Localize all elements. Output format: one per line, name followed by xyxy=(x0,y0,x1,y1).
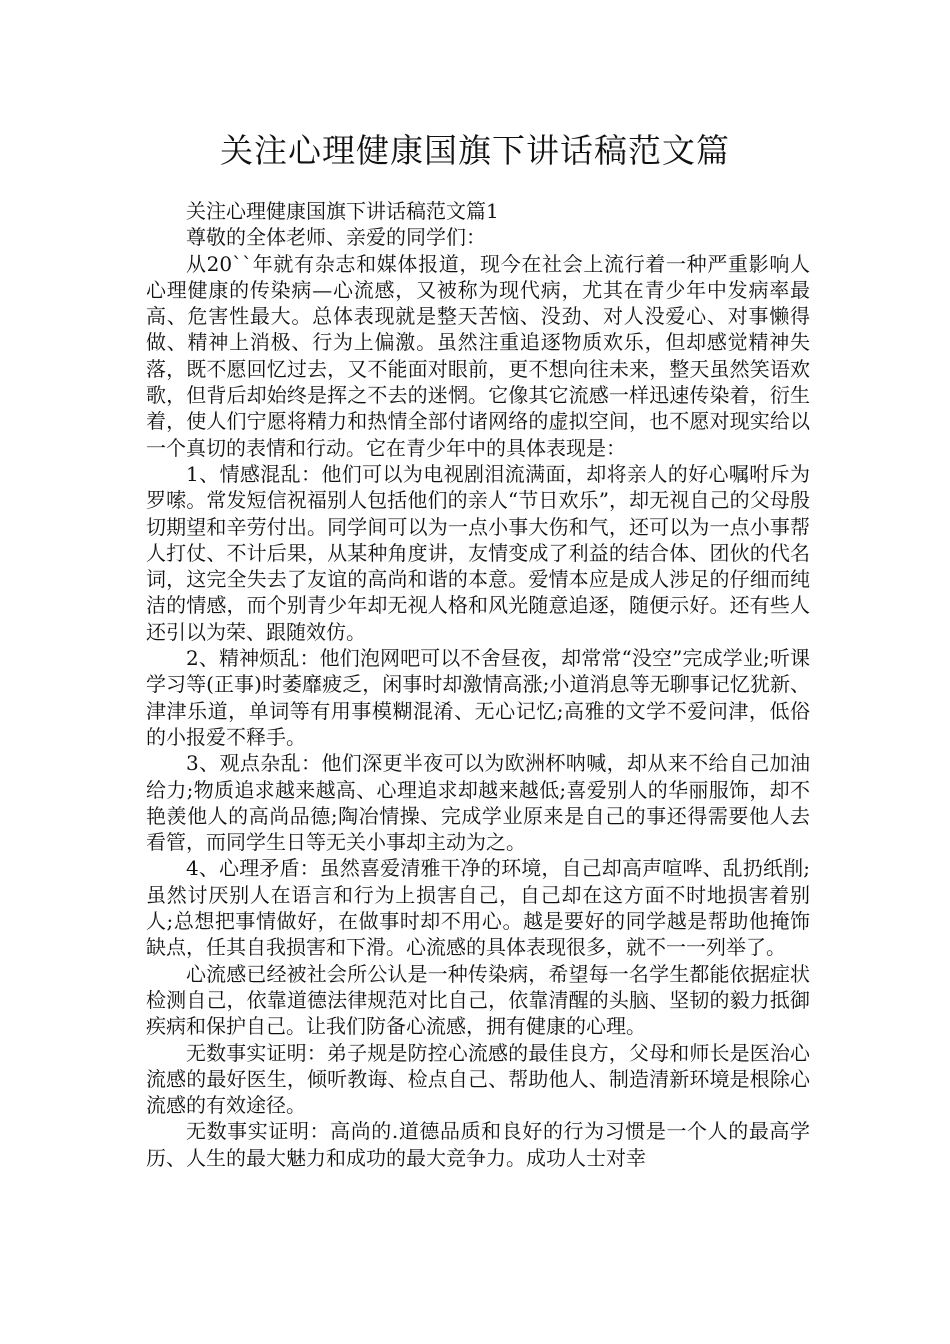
document-body xyxy=(146,198,810,1171)
point-3-paragraph: 3、观点杂乱：他们深更半夜可以为欧洲杯呐喊，却从来不给自己加油给力;物质追求越来越高、心理追求却越来越低;喜爱别人的华丽服饰，却不艳羡他人的高尚品德;陶冶情操、完成学业原来是自己的事还得需要他人去看管，而同学生日等无关小事却主动为之。 xyxy=(146,751,810,855)
point-1-paragraph: 1、情感混乱：他们可以为电视剧泪流满面，却将亲人的好心嘱咐斥为罗嗦。常发短信祝福别人包括他们的亲人“节日欢乐”，却无视自己的父母殷切期望和辛劳付出。同学间可以为一点小事大伤和气，还可以为一点小事帮人打仗、不计后果，从某种角度讲，友情变成了利益的结合体、团伙的代名词，这完全失去了友谊的高尚和谐的本意。爱情本应是成人涉足的仔细而纯洁的情感，而个别青少年却无视人格和风光随意追逐，随便示好。还有些人还引以为荣、跟随效仿。 xyxy=(146,461,810,644)
salutation-paragraph: 尊敬的全体老师、亲爱的同学们： xyxy=(186,225,486,250)
intro-paragraph: 从20``年就有杂志和媒体报道，现今在社会上流行着一种严重影响人心理健康的传染病—心流感，又被称为现代病，尤其在青少年中发病率最高、危害性最大。总体表现就是整天苦恼、没劲、对人没爱心、对事懒得做、精神上消极、行为上偏激。虽然注重追逐物质欢乐，但却感觉精神失落，既不愿回忆过去，又不能面对眼前，更不想向往未来，整天虽然笑语欢歌，但背后却始终是挥之不去的迷惘。它像其它流感一样迅速传染着，衍生着，使人们宁愿将精力和热情全部付诸网络的虚拟空间，也不愿对现实给以一个真切的表情和行动。它在青少年中的具体表现是： xyxy=(146,251,810,460)
point-4-paragraph: 4、心理矛盾：虽然喜爱清雅干净的环境，自己却高声喧哗、乱扔纸削;虽然讨厌别人在语言和行为上损害自己，自己却在这方面不时地损害着别人;总想把事情做好，在做事时却不用心。越是要好的同学越是帮助他掩饰缺点，任其自我损害和下滑。心流感的具体表现很多，就不一一列举了。 xyxy=(146,856,810,960)
document-title: 关注心理健康国旗下讲话稿范文篇 xyxy=(220,131,730,170)
evidence-paragraph-1: 无数事实证明：弟子规是防控心流感的最佳良方，父母和师长是医治心流感的最好医生，倾听教诲、检点自己、帮助他人、制造清新环境是根除心流感的有效途径。 xyxy=(146,1040,810,1118)
appeal-paragraph: 心流感已经被社会所公认是一种传染病，希望每一名学生都能依据症状检测自己，依靠道德法律规范对比自己，依靠清醒的头脑、坚韧的毅力抵御疾病和保护自己。让我们防备心流感，拥有健康的心理。 xyxy=(146,961,810,1039)
point-2-paragraph: 2、精神烦乱：他们泡网吧可以不舍昼夜，却常常“没空”完成学业;听课学习等(正事)时萎靡疲乏，闲事时却激情高涨;小道消息等无聊事记忆犹新、津津乐道，单词等有用事模糊混淆、无心记忆;高雅的文学不爱问津，低俗的小报爱不释手。 xyxy=(146,646,810,749)
evidence-paragraph-2: 无数事实证明：高尚的.道德品质和良好的行为习惯是一个人的最高学历、人生的最大魅力和成功的最大竞争力。成功人士对幸 xyxy=(146,1119,810,1170)
subtitle-paragraph: 关注心理健康国旗下讲话稿范文篇1 xyxy=(186,199,499,223)
